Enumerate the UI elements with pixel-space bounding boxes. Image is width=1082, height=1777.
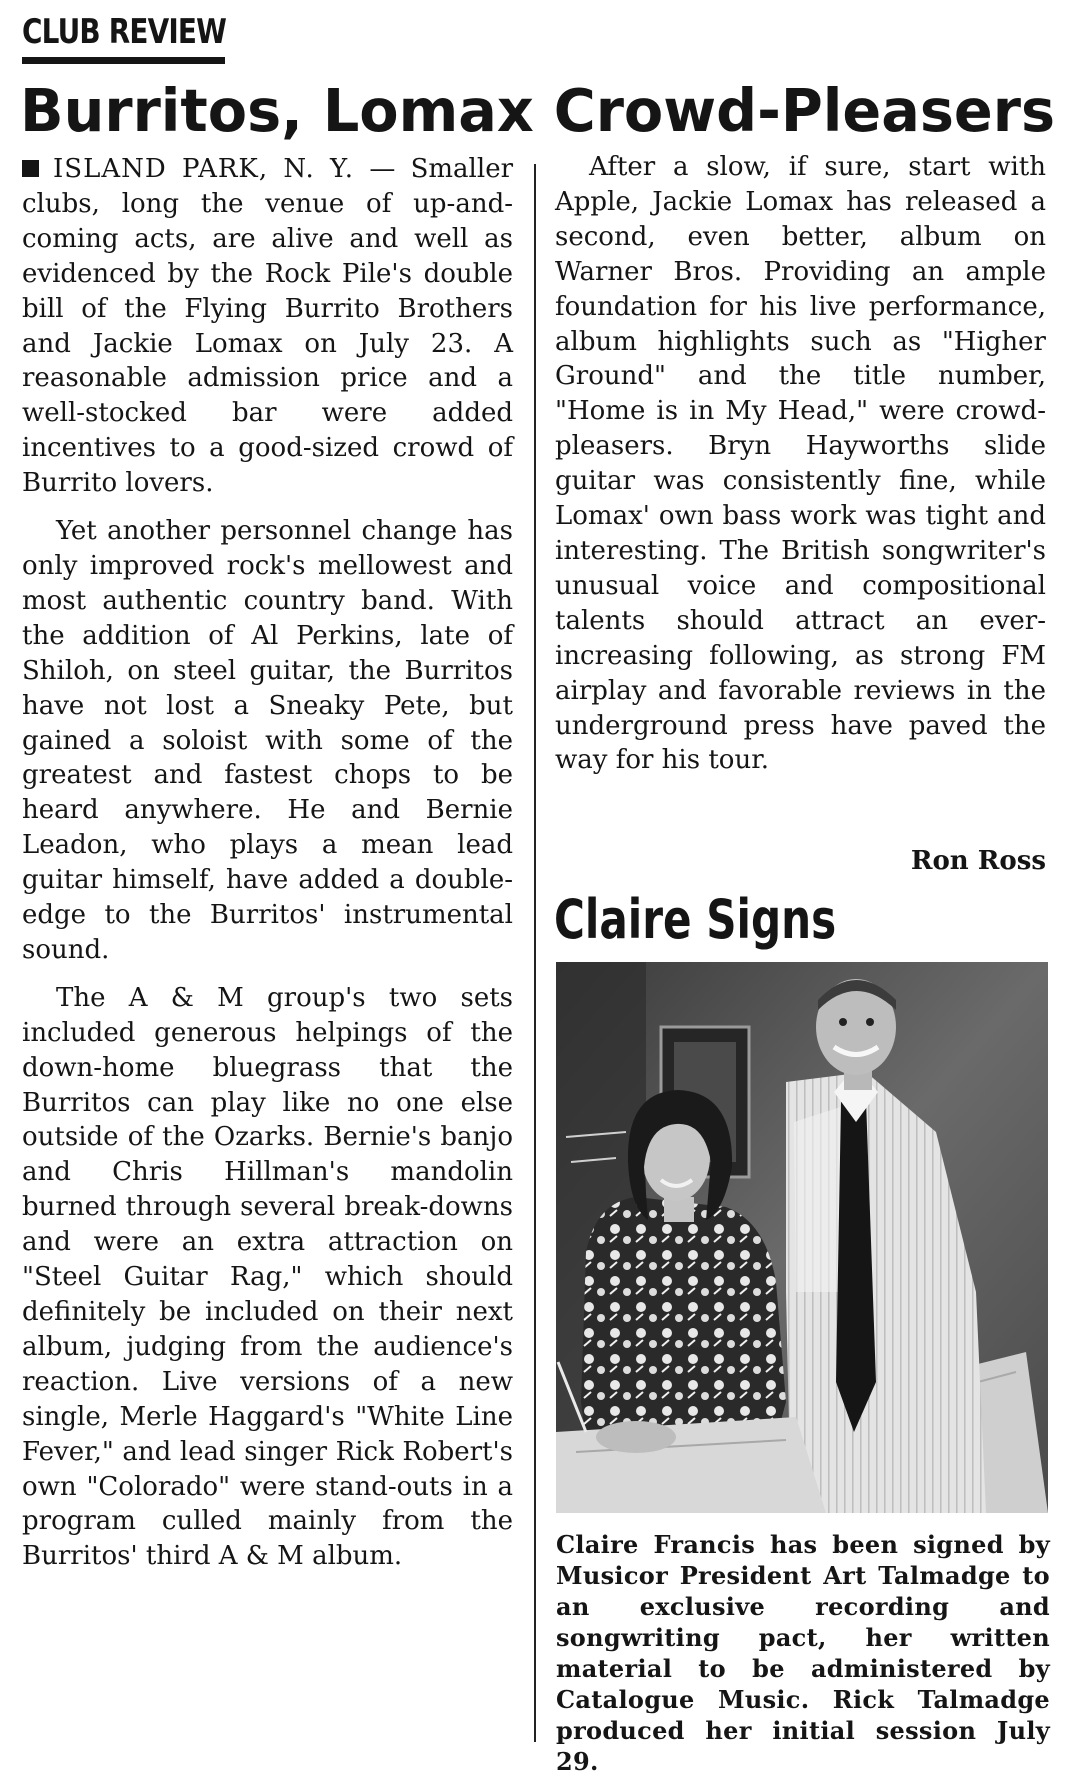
- bullet-square-icon: [22, 160, 39, 177]
- section-label: CLUB REVIEW: [22, 12, 227, 52]
- article-column-right: [555, 150, 1046, 778]
- byline: Ron Ross: [910, 846, 1046, 876]
- sidebar-headline: Claire Signs: [554, 888, 837, 951]
- paragraph-text: Smaller clubs, long the venue of up-and-coming acts, are alive and well as evidenced by the Rock Pile's double bill of the Flying Burrito Brothers and Jackie Lomax on July 23. A reasonable admission price and a well-stocked bar were added incentives to a good-sized crowd of Burrito lovers.: [22, 154, 514, 499]
- article-paragraph: The A & M group's two sets included generous helpings of the down-home bluegrass that the Burritos can play like no one else outside of the Ozarks. Bernie's banjo and Chris Hillman's mandolin burned through several break-downs and were an extra attraction on "Steel Guitar Rag," which should definitely be included on their next album, judging from the audience's reaction. Live versions of a new single, Merle Haggard's "White Line Fever," and lead singer Rick Robert's own "Colorado" were stand-outs in a program culled mainly from the Burritos' third A & M album.: [22, 982, 513, 1572]
- photo-caption: Claire Francis has been signed by Musicor President Art Talmadge to an exclusive recording and songwriting pact, her written material to be administered by Catalogue Music. Rick Talmadge produced her initial session July 29.: [556, 1530, 1050, 1776]
- article-headline: Burritos, Lomax Crowd-Pleasers: [20, 76, 1056, 145]
- article-column-left: [22, 152, 513, 1574]
- article-paragraph: [22, 152, 513, 501]
- article-paragraph: Yet another personnel change has only improved rock's mellowest and most authentic country band. With the addition of Al Perkins, late of Shiloh, on steel guitar, the Burritos have not lost a Sneaky Pete, but gained a soloist with some of the greatest and fastest chops to be heard anywhere. He and Bernie Leadon, who plays a mean lead guitar himself, have added a double-edge to the Burritos' instrumental sound.: [22, 516, 513, 965]
- section-rule: [22, 57, 225, 64]
- signing-photo: [556, 962, 1048, 1513]
- column-divider: [534, 164, 536, 1742]
- article-paragraph: After a slow, if sure, start with Apple, Jackie Lomax has released a second, even better, album on Warner Bros. Providing an ample foundation for his live performance, album highlights such as "Higher Ground" and the title number, "Home is in My Head," were crowd-pleasers. Bryn Hayworths slide guitar was consistently fine, while Lomax' own bass work was tight and interesting. The British songwriter's unusual voice and compositional talents should attract an ever-increasing following, as strong FM airplay and favorable reviews in the underground press have paved the way for his tour.: [555, 152, 1046, 776]
- dateline: ISLAND PARK, N. Y. —: [53, 154, 397, 184]
- photo-illustration: [556, 962, 1048, 1513]
